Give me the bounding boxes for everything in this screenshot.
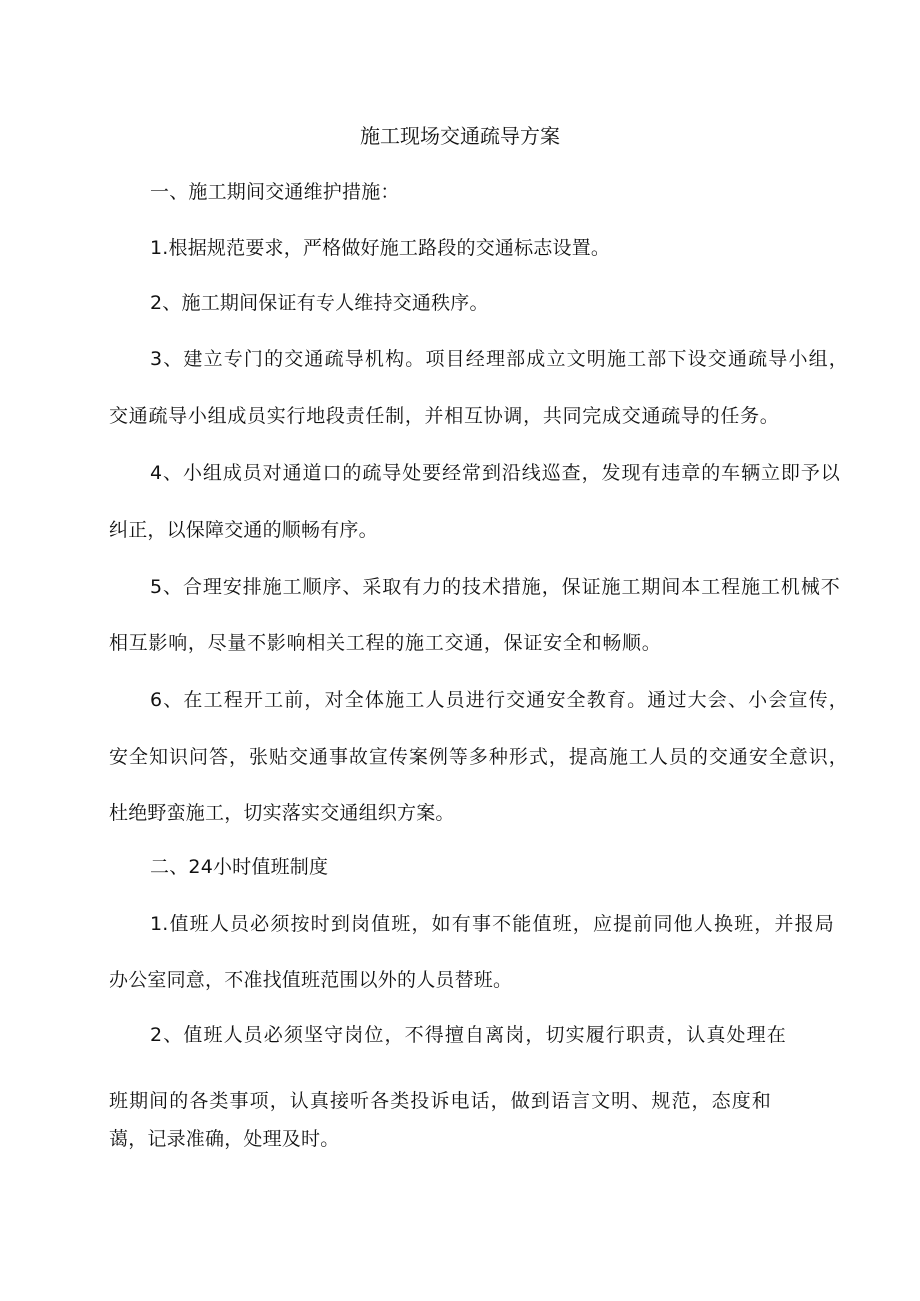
paragraph-line: 相互影响，尽量不影响相关工程的施工交通，保证安全和畅顺。 [109, 632, 661, 654]
paragraph-line: 班期间的各类事项，认真接听各类投诉电话，做到语言文明、规范，态度和 [109, 1090, 771, 1112]
paragraph-line: 蔼，记录准确，处理及时。 [109, 1128, 340, 1150]
paragraph-line: 5、合理安排施工顺序、采取有力的技术措施，保证施工期间本工程施工机械不 [150, 576, 840, 598]
paragraph-line: 交通疏导小组成员实行地段责任制，并相互协调，共同完成交通疏导的任务。 [109, 405, 779, 427]
document-title: 施工现场交通疏导方案 [360, 124, 560, 148]
paragraph-line: 纠正，以保障交通的顺畅有序。 [109, 519, 378, 541]
paragraph-line: 安全知识问答，张贴交通事故宣传案例等多种形式，提高施工人员的交通安全意识， [109, 746, 848, 768]
paragraph-line: 4、小组成员对通道口的疏导处要经常到沿线巡查，发现有违章的车辆立即予以 [150, 462, 840, 484]
paragraph-line: 1.根据规范要求，严格做好施工路段的交通标志设置。 [150, 237, 611, 259]
paragraph-line: 3、建立专门的交通疏导机构。项目经理部成立文明施工部下设交通疏导小组， [150, 348, 848, 370]
paragraph-line: 杜绝野蛮施工，切实落实交通组织方案。 [109, 802, 455, 824]
paragraph-line: 1.值班人员必须按时到岗值班，如有事不能值班，应提前同他人换班，并报局 [150, 913, 834, 935]
section-heading-2: 二、24小时值班制度 [150, 856, 329, 878]
paragraph-line: 2、施工期间保证有专人维持交通秩序。 [150, 292, 489, 314]
paragraph-line: 办公室同意，不准找值班范围以外的人员替班。 [109, 969, 513, 991]
section-heading-1: 一、施工期间交通维护措施： [150, 181, 400, 203]
paragraph-line: 2、值班人员必须坚守岗位，不得擅自离岗，切实履行职责，认真处理在 [150, 1024, 786, 1046]
paragraph-line: 6、在工程开工前，对全体施工人员进行交通安全教育。通过大会、小会宣传， [150, 689, 848, 711]
